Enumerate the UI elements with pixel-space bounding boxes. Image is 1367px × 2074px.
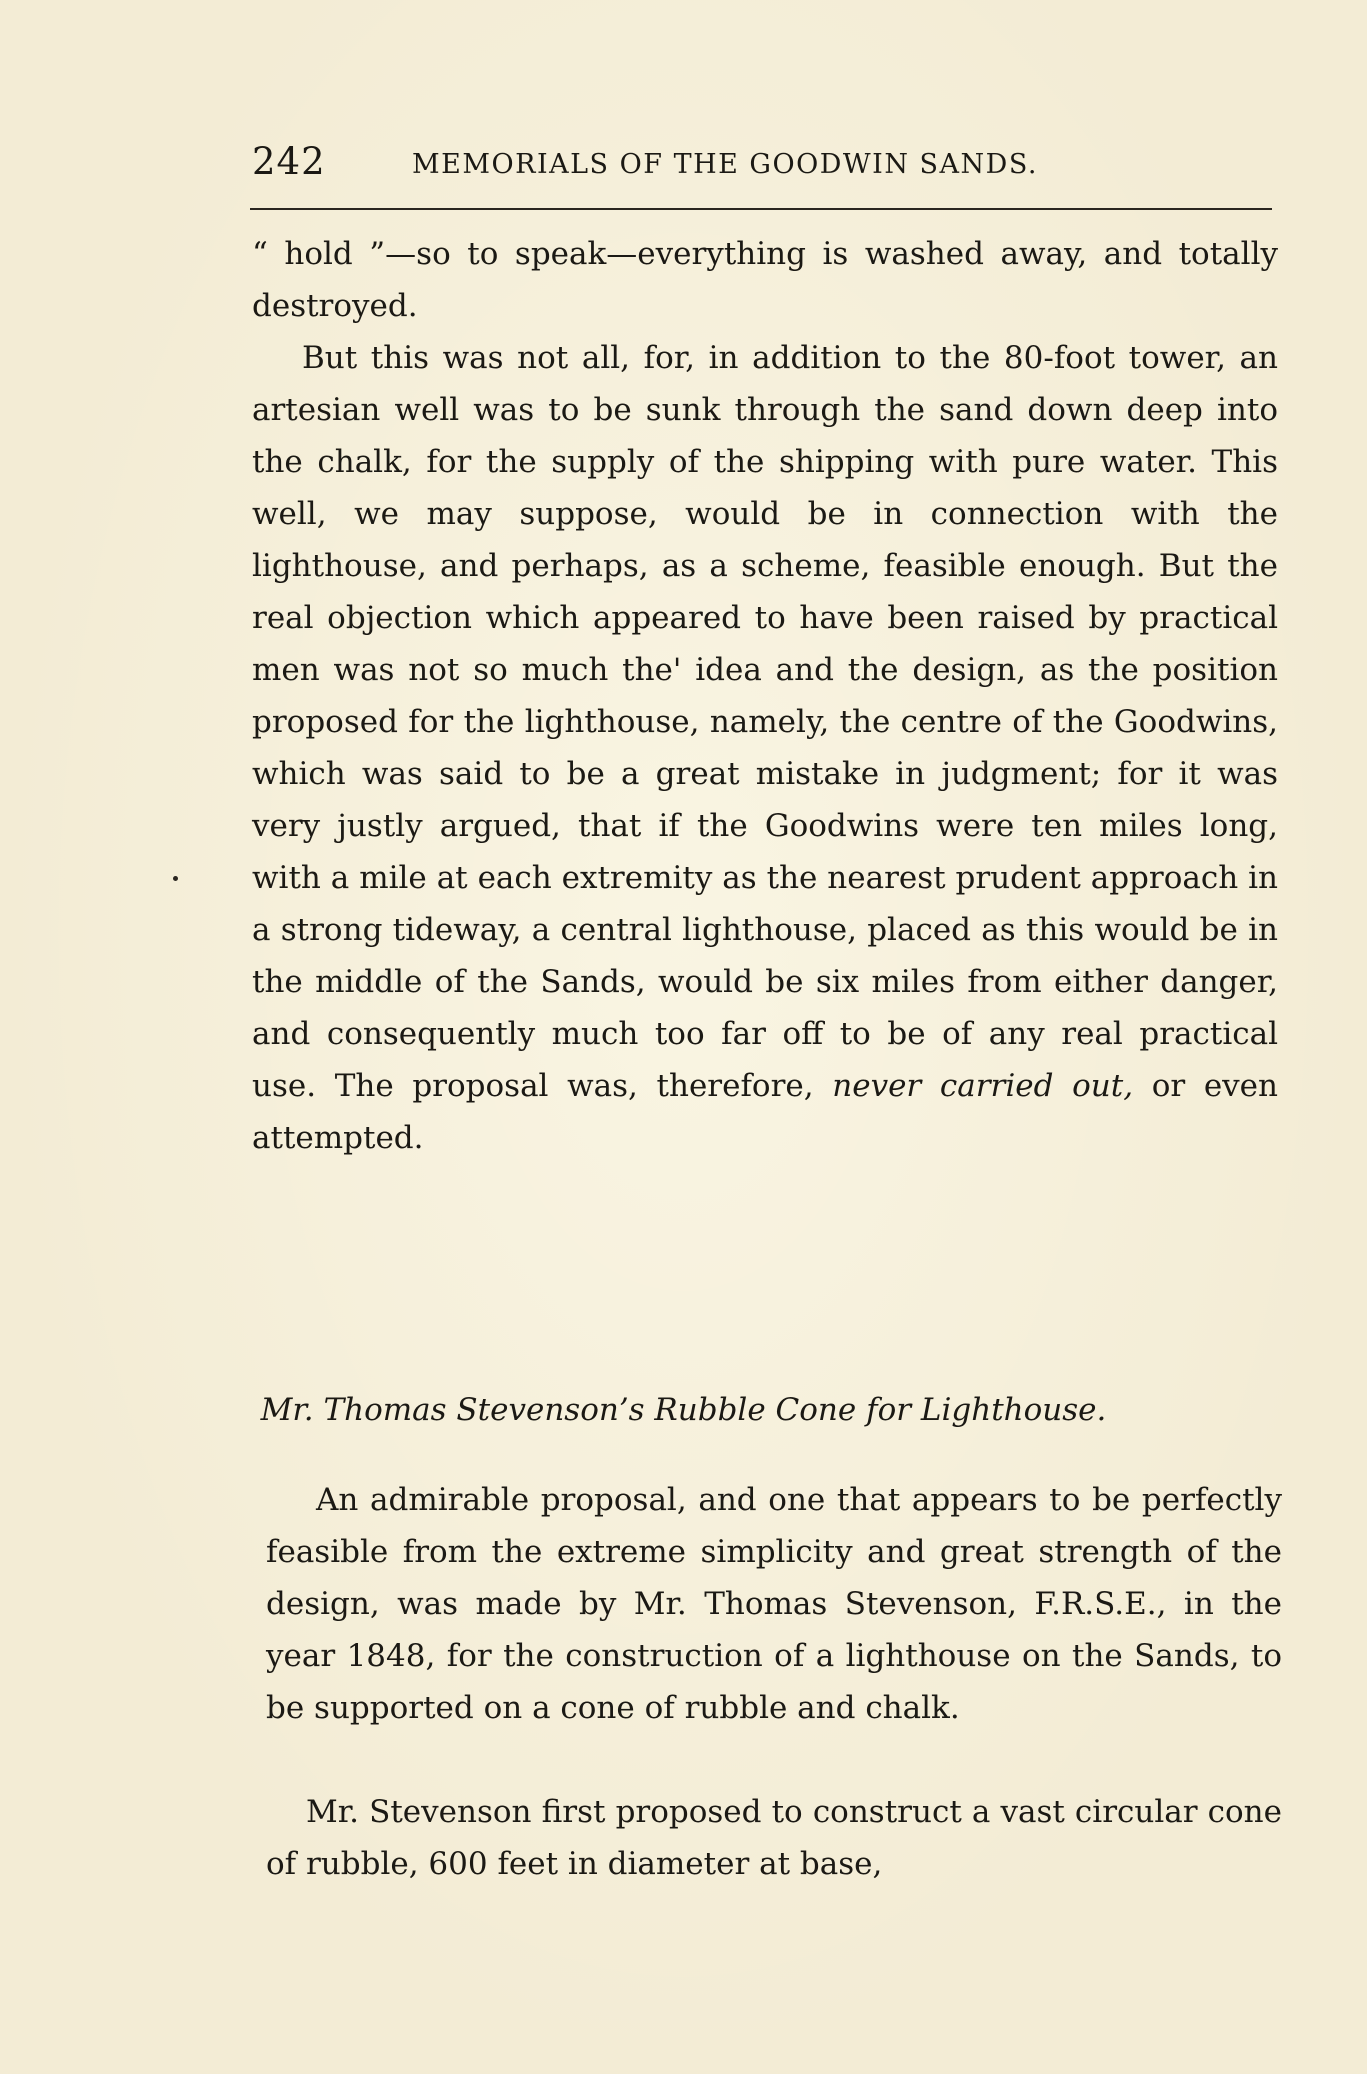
paragraph-stevenson-cone: Mr. Stevenson first proposed to construct a vast circular cone of rubble, 600 feet in diameter at base, xyxy=(266,1794,1282,1882)
paragraph-text-end: or even attempted. xyxy=(252,1068,1278,1156)
page-number: 242 xyxy=(252,140,326,183)
paragraph-proposal-objection xyxy=(252,332,1278,1164)
paragraph-continuation: “ hold ”—so to speak—everything is washed away, and totally destroyed. xyxy=(252,236,1278,324)
running-head xyxy=(252,140,1262,186)
paragraph-stevenson-proposal: An admirable proposal, and one that appears to be perfectly feasible from the extreme simplicity and great strength of the design, was made by Mr. Thomas Stevenson, F.R.S.E., in the year 1848, for the construction of a lighthouse on the Sands, to be supported on a cone of rubble and chalk. xyxy=(266,1482,1282,1726)
italic-emphasis: never carried out, xyxy=(832,1068,1134,1104)
margin-mark xyxy=(173,876,178,881)
paragraph-text: But this was not all, for, in addition to the 80-foot tower, an artesian well was to be sunk through the sand down deep into the chalk, for the supply of the shipping with pure water. This well, we may suppose, would be in connection with the lighthouse, and perhaps, as a scheme, feasible enough. But the real objection which appeared to have been raised by practical men was not so much the' idea and the design, as the position proposed for the lighthouse, namely, the centre of the Goodwins, which was said to be a great mistake in judgment; for it was very justly argued, that if the Goodwins were ten miles long, with a mile at each extremity as the nearest prudent approach in a strong tideway, a central lighthouse, placed as this would be in the middle of the Sands, would be six miles from either danger, and consequently much too far off to be of any real practical use. The proposal was, therefore, xyxy=(252,340,1278,1104)
section-heading: Mr. Thomas Stevenson’s Rubble Cone for Lighthouse. xyxy=(260,1392,1107,1428)
running-title: MEMORIALS OF THE GOODWIN SANDS. xyxy=(412,149,1038,180)
header-rule xyxy=(250,208,1272,210)
